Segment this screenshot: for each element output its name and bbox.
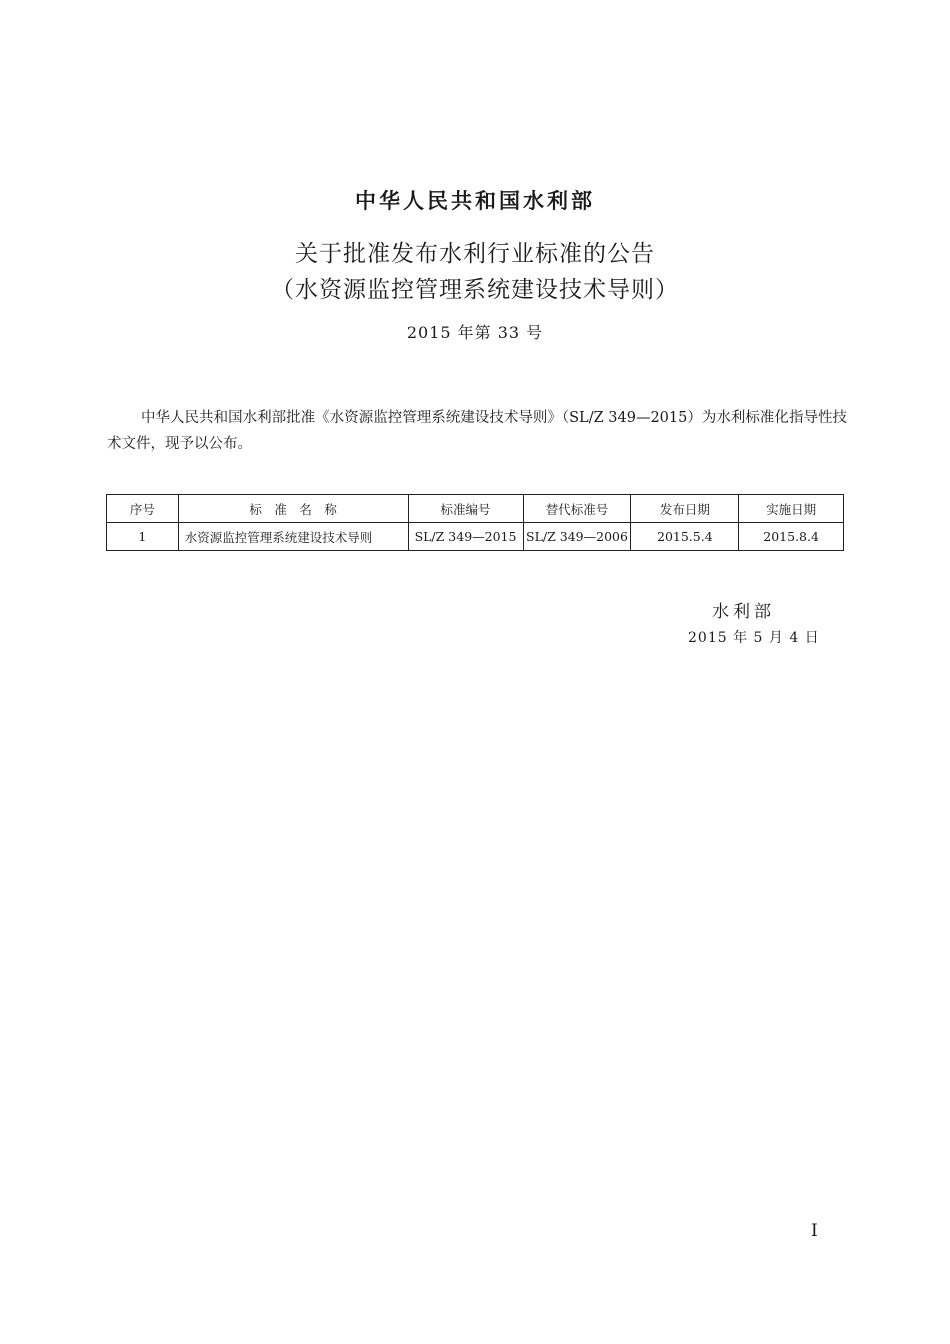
signature-org: 水利部 [712,602,775,622]
header-serial: 序号 [107,495,179,523]
body-paragraph: 中华人民共和国水利部批准《水资源监控管理系统建设技术导则》（SL/Z 349—2015）为水利标准化指导性技术文件，现予以公布。 [107,409,847,452]
announcement-title-line2: （水资源监控管理系统建设技术导则） [271,277,679,303]
announcement-title-line1: 关于批准发布水利行业标准的公告 [295,241,655,267]
header-replaced-code: 替代标准号 [523,495,631,523]
header-standard-code: 标准编号 [408,495,523,523]
header-publish-date: 发布日期 [631,495,739,523]
cell-publish-date: 2015.5.4 [631,523,739,551]
standards-table [106,494,844,551]
cell-effective-date: 2015.8.4 [739,523,844,551]
announcement-number: 2015 年第 33 号 [406,323,544,342]
ministry-name: 中华人民共和国水利部 [355,189,595,213]
cell-replaced-code: SL/Z 349—2006 [523,523,631,551]
table-header-row [107,495,844,523]
header-effective-date: 实施日期 [739,495,844,523]
cell-standard-name: 水资源监控管理系统建设技术导则 [178,523,408,551]
cell-standard-code: SL/Z 349—2015 [408,523,523,551]
page-number: I [811,1221,818,1241]
cell-serial: 1 [107,523,179,551]
table-row [107,523,844,551]
header-standard-name: 标 准 名 称 [178,495,408,523]
signature-date: 2015 年 5 月 4 日 [688,630,820,646]
